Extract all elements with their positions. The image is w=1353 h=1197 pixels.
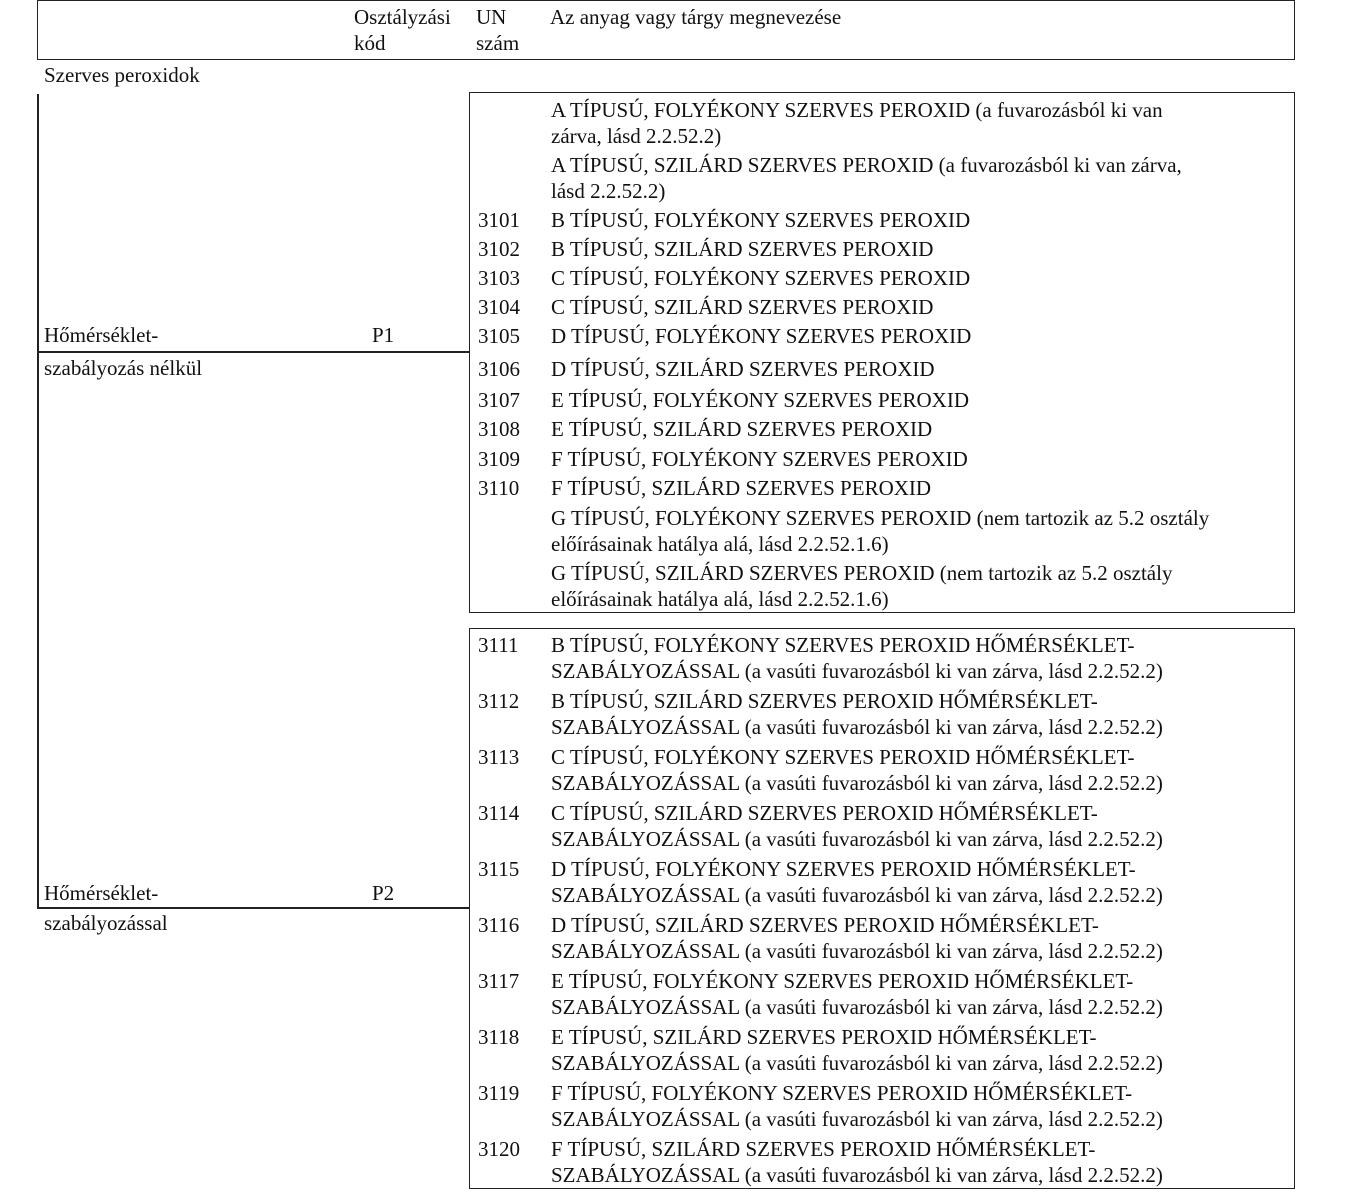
section-title: Szerves peroxidok [44,63,200,87]
group-box-p2 [469,628,1295,1189]
header-code-line2: kód [354,31,386,55]
un-number: 3102 [478,237,520,261]
un-number: 3104 [478,295,520,319]
un-number: 3111 [478,633,519,657]
substance-name-line: SZABÁLYOZÁSSAL (a vasúti fuvarozásból ki van zárva, lásd 2.2.52.2) [551,939,1163,963]
header-code-line1: Osztályzási [354,5,451,29]
substance-name-line: lásd 2.2.52.2) [551,179,666,203]
group-label-line2: szabályozással [44,911,168,935]
substance-name [551,800,1163,852]
substance-name-line: F TÍPUSÚ, SZILÁRD SZERVES PEROXID [551,476,932,500]
substance-name [551,152,1182,204]
substance-name-line: B TÍPUSÚ, SZILÁRD SZERVES PEROXID HŐMÉRSÉKLET- [551,689,1098,713]
un-number: 3108 [478,417,520,441]
substance-name-line: B TÍPUSÚ, SZILÁRD SZERVES PEROXID [551,237,934,261]
substance-name [551,505,1209,557]
header-code-label [354,4,451,56]
header-un-label [476,4,519,56]
substance-name-line: SZABÁLYOZÁSSAL (a vasúti fuvarozásból ki van zárva, lásd 2.2.52.2) [551,659,1163,683]
un-number: 3106 [478,357,520,381]
substance-name-line: F TÍPUSÚ, FOLYÉKONY SZERVES PEROXID HŐMÉRSÉKLET- [551,1081,1133,1105]
substance-name [551,560,1172,612]
un-number: 3112 [478,689,520,713]
substance-name-line: előírásainak hatálya alá, lásd 2.2.52.1.6) [551,587,889,611]
substance-name [551,236,933,262]
substance-name-line: E TÍPUSÚ, FOLYÉKONY SZERVES PEROXID HŐMÉRSÉKLET- [551,969,1134,993]
substance-name-line: E TÍPUSÚ, SZILÁRD SZERVES PEROXID HŐMÉRSÉKLET- [551,1025,1097,1049]
un-number: 3101 [478,208,520,232]
group-code: P1 [372,323,395,347]
substance-name-line: G TÍPUSÚ, SZILÁRD SZERVES PEROXID (nem tartozik az 5.2 osztály [551,561,1173,585]
substance-name-line: D TÍPUSÚ, SZILÁRD SZERVES PEROXID [551,357,935,381]
un-number: 3110 [478,476,520,500]
substance-name [551,632,1163,684]
substance-name [551,323,971,349]
substance-name-line: A TÍPUSÚ, SZILÁRD SZERVES PEROXID (a fuvarozásból ki van zárva, [551,153,1182,177]
header-un-line2: szám [476,31,520,55]
group-label-line2: szabályozás nélkül [44,356,203,380]
substance-name-line: E TÍPUSÚ, FOLYÉKONY SZERVES PEROXID [551,388,969,412]
substance-name [551,856,1163,908]
un-number: 3115 [478,857,520,881]
un-number: 3105 [478,324,520,348]
substance-name [551,294,933,320]
substance-name-line: zárva, lásd 2.2.52.2) [551,124,722,148]
substance-name-line: SZABÁLYOZÁSSAL (a vasúti fuvarozásból ki van zárva, lásd 2.2.52.2) [551,1163,1163,1187]
un-number: 3103 [478,266,520,290]
group-divider [37,907,469,909]
un-number: 3107 [478,388,520,412]
substance-name-line: D TÍPUSÚ, FOLYÉKONY SZERVES PEROXID [551,324,972,348]
substance-name [551,416,932,442]
substance-name [551,387,969,413]
substance-name-line: SZABÁLYOZÁSSAL (a vasúti fuvarozásból ki van zárva, lásd 2.2.52.2) [551,771,1163,795]
un-number: 3109 [478,447,520,471]
group-box-p1 [469,92,1295,613]
left-column-rule [37,94,39,909]
un-number: 3118 [478,1025,520,1049]
substance-name-line: B TÍPUSÚ, FOLYÉKONY SZERVES PEROXID [551,208,971,232]
un-number: 3114 [478,801,520,825]
substance-name-line: D TÍPUSÚ, FOLYÉKONY SZERVES PEROXID HŐMÉRSÉKLET- [551,857,1136,881]
substance-name-line: C TÍPUSÚ, FOLYÉKONY SZERVES PEROXID [551,266,971,290]
substance-name-line: SZABÁLYOZÁSSAL (a vasúti fuvarozásból ki van zárva, lásd 2.2.52.2) [551,1051,1163,1075]
un-number: 3120 [478,1137,520,1161]
substance-name-line: SZABÁLYOZÁSSAL (a vasúti fuvarozásból ki van zárva, lásd 2.2.52.2) [551,1107,1163,1131]
substance-name [551,356,935,382]
substance-name-line: F TÍPUSÚ, FOLYÉKONY SZERVES PEROXID [551,447,968,471]
substance-name-line: SZABÁLYOZÁSSAL (a vasúti fuvarozásból ki van zárva, lásd 2.2.52.2) [551,883,1163,907]
group-label-line1: Hőmérséklet- [44,881,159,905]
substance-name [551,744,1163,796]
group-divider [37,351,469,353]
substance-name-line: B TÍPUSÚ, FOLYÉKONY SZERVES PEROXID HŐMÉRSÉKLET- [551,633,1135,657]
group-code: P2 [372,881,395,905]
substance-name [551,475,931,501]
substance-name-line: C TÍPUSÚ, FOLYÉKONY SZERVES PEROXID HŐMÉRSÉKLET- [551,745,1135,769]
substance-name [551,688,1163,740]
substance-name-line: A TÍPUSÚ, FOLYÉKONY SZERVES PEROXID (a fuvarozásból ki van [551,98,1163,122]
header-name-label: Az anyag vagy tárgy megnevezése [550,5,842,29]
group-label-line1: Hőmérséklet- [44,323,159,347]
substance-name-line: SZABÁLYOZÁSSAL (a vasúti fuvarozásból ki van zárva, lásd 2.2.52.2) [551,715,1163,739]
un-number: 3113 [478,745,520,769]
substance-name [551,1024,1163,1076]
un-number: 3116 [478,913,520,937]
un-number: 3117 [478,969,520,993]
substance-name-line: C TÍPUSÚ, SZILÁRD SZERVES PEROXID HŐMÉRSÉKLET- [551,801,1098,825]
substance-name-line: C TÍPUSÚ, SZILÁRD SZERVES PEROXID [551,295,934,319]
substance-name [551,97,1163,149]
substance-name [551,207,970,233]
header-un-line1: UN [476,5,507,29]
substance-name-line: SZABÁLYOZÁSSAL (a vasúti fuvarozásból ki van zárva, lásd 2.2.52.2) [551,827,1163,851]
substance-name [551,1080,1163,1132]
substance-name-line: D TÍPUSÚ, SZILÁRD SZERVES PEROXID HŐMÉRSÉKLET- [551,913,1099,937]
substance-name-line: E TÍPUSÚ, SZILÁRD SZERVES PEROXID [551,417,933,441]
substance-name [551,446,968,472]
substance-name-line: G TÍPUSÚ, FOLYÉKONY SZERVES PEROXID (nem tartozik az 5.2 osztály [551,506,1210,530]
substance-name [551,1136,1163,1188]
un-number: 3119 [478,1081,520,1105]
substance-name-line: F TÍPUSÚ, SZILÁRD SZERVES PEROXID HŐMÉRSÉKLET- [551,1137,1096,1161]
substance-name [551,968,1163,1020]
substance-name-line: SZABÁLYOZÁSSAL (a vasúti fuvarozásból ki van zárva, lásd 2.2.52.2) [551,995,1163,1019]
substance-name-line: előírásainak hatálya alá, lásd 2.2.52.1.6) [551,532,889,556]
substance-name [551,912,1163,964]
substance-name [551,265,970,291]
